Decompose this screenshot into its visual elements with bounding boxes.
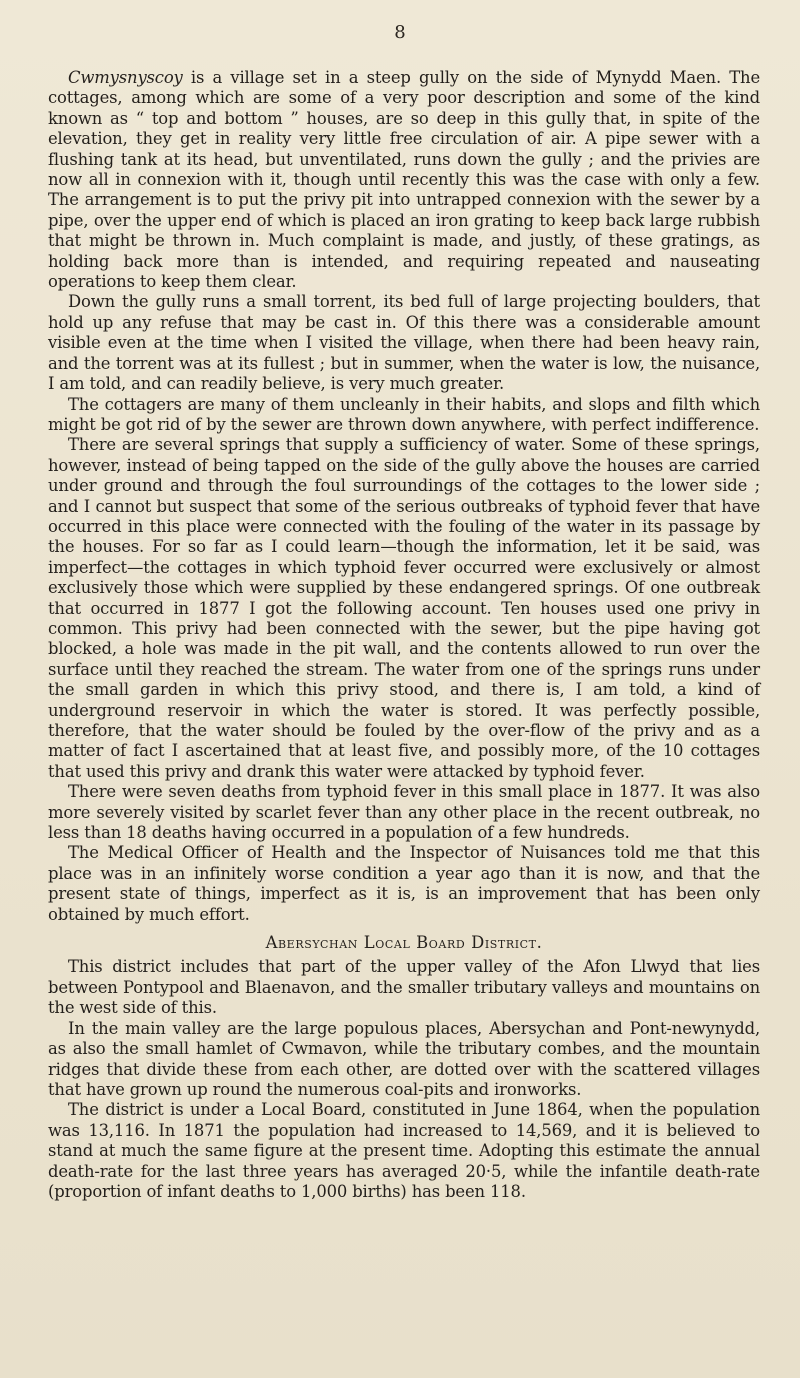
paragraph: The district is under a Local Board, constituted in June 1864, when the population was 13,116. In 1871 the population had increased to 14,569, and it is believed to stand at much the same figure at the present time. Adopting this estimate the annual death-rate for the last three years has averaged 20·5, while the infantile death-rate (proportion of infant deaths to 1,000 births) has been 118. [48, 1100, 760, 1201]
paragraph: The cottagers are many of them uncleanly in their habits, and slops and filth which might be got rid of by the sewer are thrown down anywhere, with perfect indifference. [48, 394, 760, 434]
paragraph: There are several springs that supply a sufficiency of water. Some of these springs, however, instead of being tapped on the side of the gully above the houses are carried under ground and through the foul surroundings of the cottages to the lower side ; and I cannot but suspect that some of the serious outbreaks of typhoid fever that have occurred in this place were connected with the fouling of the water in its passage by the houses. For so far as I could learn—though the information, let it be said, was imperfect—the cottages in which typhoid fever occurred were exclusively or almost exclusively those which were supplied by these endangered springs. Of one outbreak that occurred in 1877 I got the following account. Ten houses used one privy in common. This privy had been connected with the sewer, but the pipe having got blocked, a hole was made in the pit wall, and the contents allowed to run over the surface until they reached the stream. The water from one of the springs runs under the small garden in which this privy stood, and there is, I am told, a kind of underground reservoir in which the water is stored. It was perfectly possible, therefore, that the water should be fouled by the over-flow of the privy and as a matter of fact I ascertained that at least five, and possibly more, of the 10 cottages that used this privy and drank this water were attacked by typhoid fever. [48, 435, 760, 781]
body-text [48, 68, 760, 1202]
paragraph: This district includes that part of the upper valley of the Afon Llwyd that lies between Pontypool and Blaenavon, and the smaller tributary valleys and mountains on the west side of this. [48, 957, 760, 1018]
paragraph: Down the gully runs a small torrent, its bed full of large projecting boulders, that hold up any refuse that may be cast in. Of this there was a considerable amount visible even at the time when I visited the village, when there had been heavy rain, and the torrent was at its fullest ; but in summer, when the water is low, the nuisance, I am told, and can readily believe, is very much greater. [48, 292, 760, 394]
paragraph: There were seven deaths from typhoid fever in this small place in 1877. It was also more severely visited by scarlet fever than any other place in the recent outbreak, no less than 18 deaths having occurred in a population of a few hundreds. [48, 782, 760, 843]
place-name: Cwmysnyscoy [68, 68, 183, 87]
page-number: 8 [394, 22, 406, 43]
paragraph-text: is a village set in a steep gully on the side of Mynydd Maen. The cottages, among which are some of a very poor description and some of the kind known as “ top and bottom ” houses, are so deep in this gully that, in spite of the elevation, they get in reality very little free circulation of air. A pipe sewer with a flushing tank at its head, but unventilated, runs down the gully ; and the privies are now all in connexion with it, though until recently this was the case with only a few. The arrangement is to put the privy pit into untrapped connexion with the sewer by a pipe, over the upper end of which is placed an iron grating to keep back large rubbish that might be thrown in. Much complaint is made, and justly, of these gratings, as holding back more than is intended, and requiring repeated and nauseating operations to keep them clear. [48, 68, 760, 292]
paragraph [48, 68, 760, 292]
paragraph: The Medical Officer of Health and the Inspector of Nuisances told me that this place was in an infinitely worse condition a year ago than it is now, and that the present state of things, imperfect as it is, is an improvement that has been only obtained by much effort. [48, 843, 760, 924]
paragraph: In the main valley are the large populous places, Abersychan and Pont-newynydd, as also the small hamlet of Cwmavon, while the tributary combes, and the mountain ridges that divide these from each other, are dotted over with the scattered villages that have grown up round the numerous coal-pits and ironworks. [48, 1018, 760, 1099]
section-heading: Abersychan Local Board District. [265, 933, 543, 953]
